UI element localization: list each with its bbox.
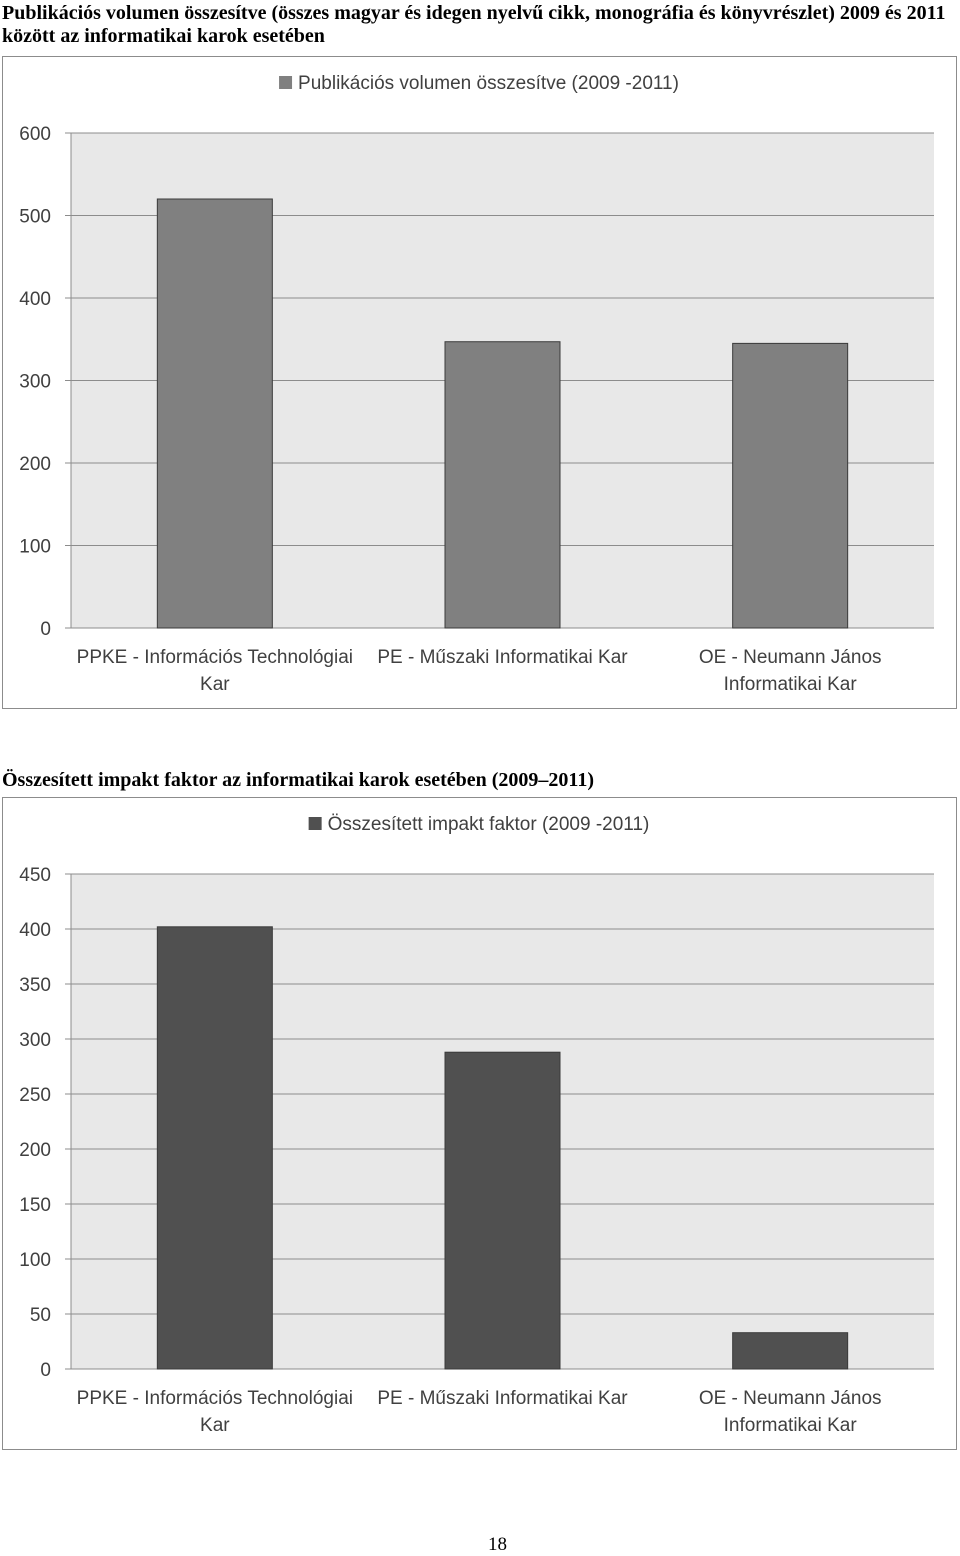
chart1-heading: Publikációs volumen összesítve (összes magyar és idegen nyelvű cikk, monográfia és könyvrészlet) 2009 és 2011 között az informatikai karok esetében: [2, 2, 946, 47]
chart1-category-label: OE - Neumann János: [698, 647, 882, 668]
chart2-category-label: PE - Műszaki Informatikai Kar: [377, 1388, 628, 1409]
chart2-ytick-label: 100: [19, 1250, 51, 1271]
chart1-bar: [733, 343, 848, 628]
publication-volume-chart-svg: [3, 57, 956, 708]
chart1-ytick-label: 400: [19, 289, 51, 310]
page-number: 18: [488, 1534, 507, 1555]
chart2-category-label: Kar: [200, 1415, 230, 1436]
chart1-ytick-label: 500: [19, 206, 51, 228]
chart2-bar: [733, 1333, 848, 1369]
chart2-ytick-label: 150: [19, 1195, 51, 1216]
chart1-ytick-label: 100: [19, 536, 51, 558]
chart1-bar: [445, 342, 560, 628]
chart2-category-label: PPKE - Információs Technológiai: [76, 1388, 354, 1409]
chart2-category-label: OE - Neumann János: [698, 1388, 882, 1409]
chart1-ytick-label: 200: [19, 454, 51, 475]
chart2-category-label: Informatikai Kar: [723, 1415, 857, 1436]
chart2-ytick-label: 400: [19, 920, 51, 941]
chart2-ytick-label: 450: [19, 865, 51, 886]
impact-factor-chart-svg: [3, 798, 956, 1449]
chart2-ytick-label: 0: [40, 1360, 51, 1381]
chart2-ytick-label: 200: [19, 1140, 51, 1161]
chart1-bar: [157, 199, 272, 628]
chart2-heading: Összesített impakt faktor az informatikai karok esetében (2009–2011): [2, 769, 594, 791]
chart1-legend-label: Publikációs volumen összesítve (2009 -2011): [298, 73, 679, 94]
chart2-legend-label: Összesített impakt faktor (2009 -2011): [327, 814, 650, 835]
chart2-bar: [157, 927, 272, 1369]
chart2-legend-swatch: [309, 817, 322, 830]
chart1-ytick-label: 300: [19, 371, 51, 393]
chart1-ytick-label: 600: [19, 124, 51, 145]
chart1-ytick-label: 0: [40, 619, 51, 640]
chart2-bar: [445, 1052, 560, 1369]
chart1-category-label: Informatikai Kar: [723, 674, 857, 695]
chart2-ytick-label: 250: [19, 1085, 51, 1106]
impact-factor-chart: [2, 797, 957, 1450]
publication-volume-chart: [2, 56, 957, 709]
chart2-ytick-label: 50: [29, 1305, 51, 1326]
chart1-category-label: Kar: [200, 674, 230, 695]
chart1-legend-swatch: [279, 76, 292, 89]
chart1-category-label: PE - Műszaki Informatikai Kar: [377, 647, 628, 668]
chart2-ytick-label: 350: [19, 975, 51, 996]
chart1-category-label: PPKE - Információs Technológiai: [76, 647, 354, 668]
chart2-ytick-label: 300: [19, 1030, 51, 1051]
